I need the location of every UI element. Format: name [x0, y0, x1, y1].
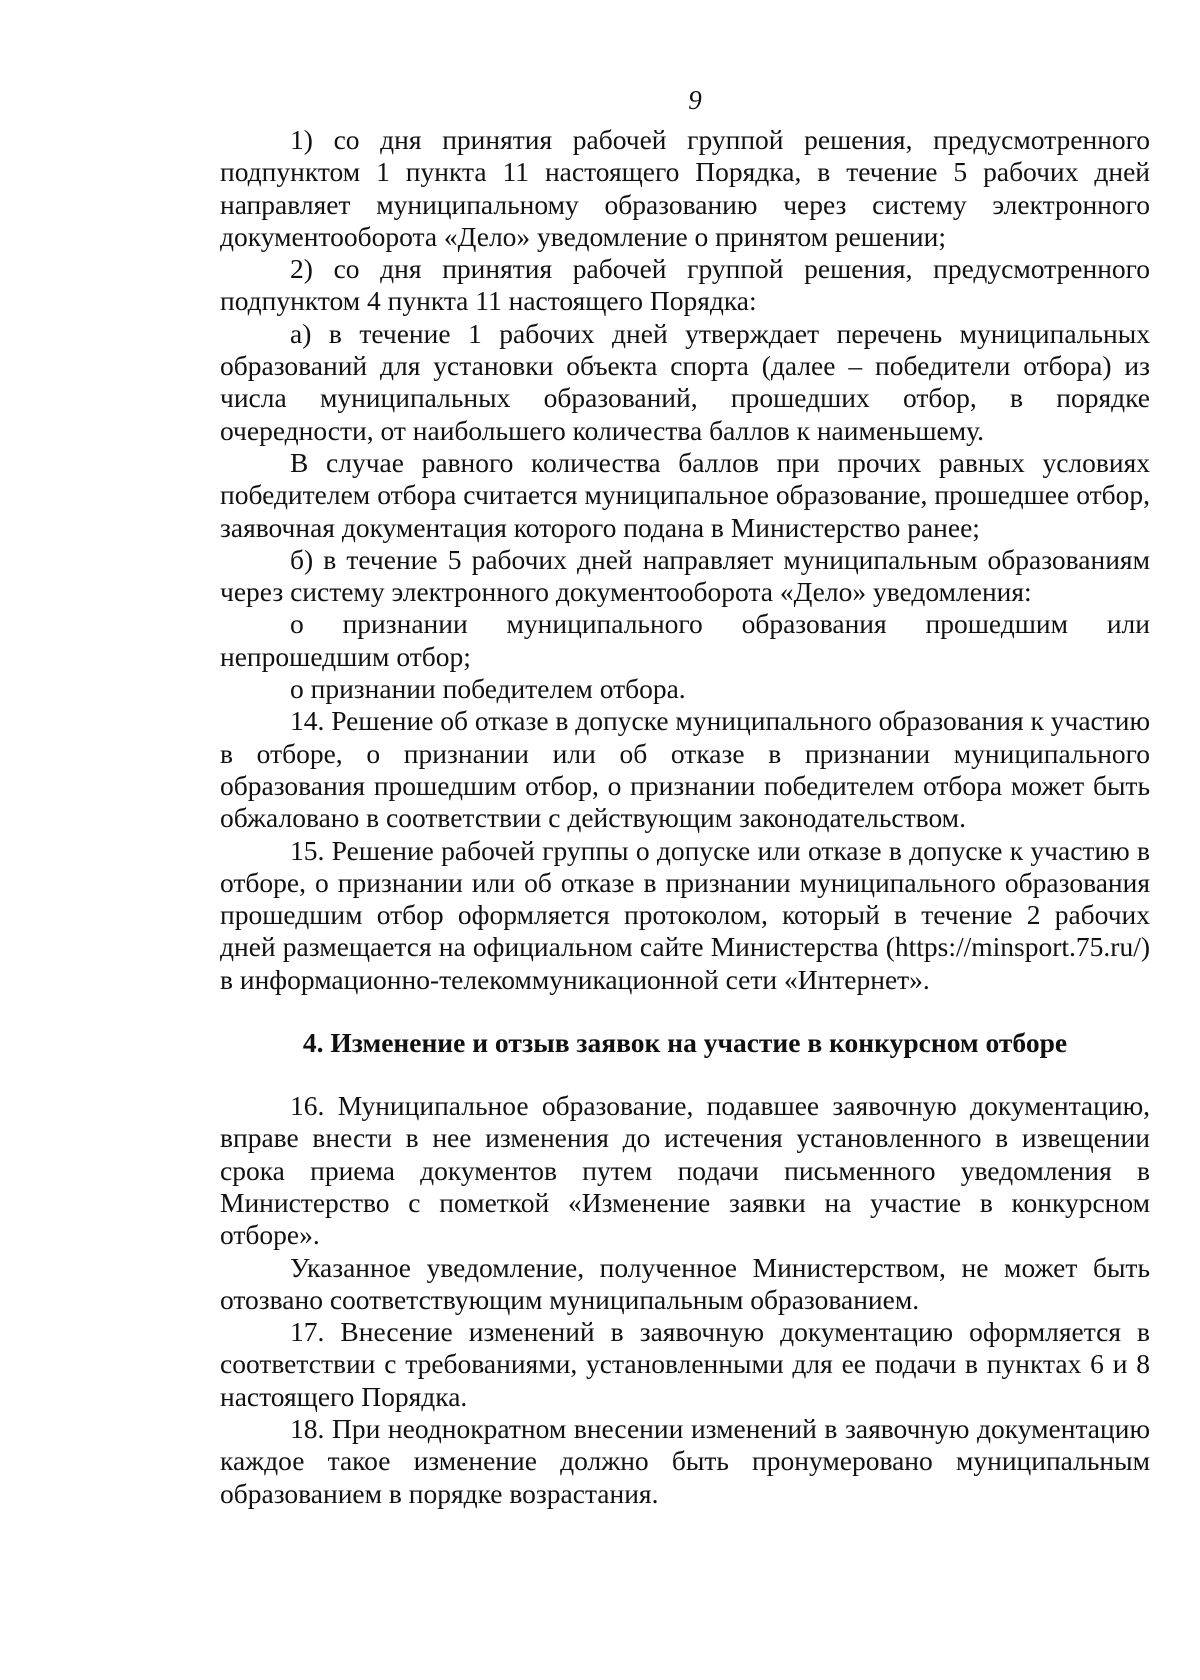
paragraph-14: 14. Решение об отказе в допуске муниципального образования к участию в отборе, о признании или об отказе в признании муниципального образования прошедшим отбор, о признании победителем отбора может быть обжаловано в соответствии с действующим законодательством.	[220, 705, 1151, 834]
text-block-top	[220, 124, 1150, 996]
paragraph-15: 15. Решение рабочей группы о допуске или отказе в допуске к участию в отборе, о признании или об отказе в признании муниципального образования прошедшим отбор оформляется протоколом, который в течение 2 рабочих дней размещается на официальном сайте Министерства (https://minsport.75.ru/) в информационно-телекоммуникационной сети «Интернет».	[220, 834, 1150, 995]
text-block-bottom	[220, 1090, 1150, 1510]
section-title: 4. Изменение и отзыв заявок на участие в конкурсном отборе	[302, 1027, 1068, 1059]
paragraph-2a-item: а) в течение 1 рабочих дней утверждает перечень муниципальных образований для установки объекта спорта (далее – победители отбора) из числа муниципальных образований, прошедших отбор, в порядке очередности, от наибольшего количества баллов к наименьшему.	[220, 317, 1150, 446]
paragraph-18: 18. При неоднократном внесении изменений в заявочную документацию каждое такое изменение должно быть пронумеровано муниципальным образованием в порядке возрастания.	[220, 1412, 1150, 1509]
document-page	[220, 80, 1150, 1510]
page-number: 9	[688, 85, 702, 115]
paragraph-2-item: 2) со дня принятия рабочей группой решения, предусмотренного подпунктом 4 пункта 11 настоящего Порядка:	[220, 253, 1150, 317]
paragraph-notice-passed: о признании муниципального образования прошедшим или непрошедшим отбор;	[220, 608, 1150, 672]
paragraph-16: 16. Муниципальное образование, подавшее заявочную документацию, вправе внести в нее изменения до истечения установленного в извещении срока приема документов путем подачи письменного уведомления в Министерство с пометкой «Изменение заявки на участие в конкурсном отборе».	[220, 1090, 1150, 1251]
paragraph-notice-winner: о признании победителем отбора.	[290, 673, 686, 705]
paragraph-equal-scores: В случае равного количества баллов при прочих равных условиях победителем отбора считается муниципальное образование, прошедшее отбор, заявочная документация которого подана в Министерство ранее;	[220, 446, 1150, 543]
paragraph-17: 17. Внесение изменений в заявочную документацию оформляется в соответствии с требованиями, установленными для ее подачи в пунктах 6 и 8 настоящего Порядка.	[220, 1316, 1150, 1412]
paragraph-1-item: 1) со дня принятия рабочей группой решения, предусмотренного подпунктом 1 пункта 11 настоящего Порядка, в течение 5 рабочих дней направляет муниципальному образованию через систему электронного документооборота «Дело» уведомление о принятом решении;	[220, 124, 1150, 252]
paragraph-2b-item: б) в течение 5 рабочих дней направляет муниципальным образованиям через систему электронного документооборота «Дело» уведомления:	[220, 543, 1150, 608]
paragraph-notice-not-revocable: Указанное уведомление, полученное Министерством, не может быть отозвано соответствующим муниципальным образованием.	[220, 1251, 1150, 1315]
